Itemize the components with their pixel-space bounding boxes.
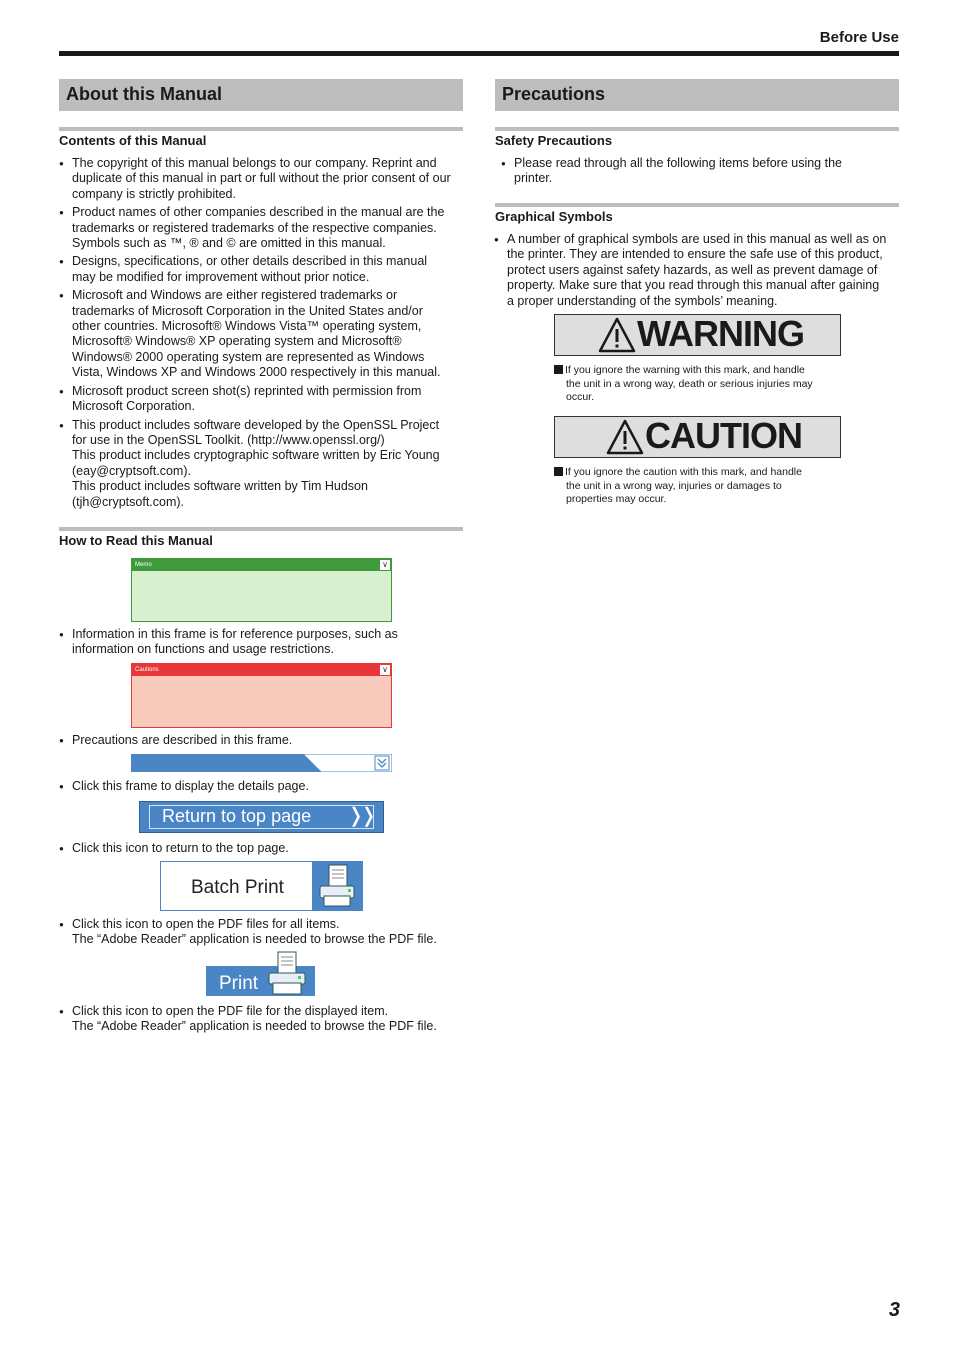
printer-icon (312, 862, 362, 910)
memo-frame-sample (131, 558, 392, 622)
list-item: ● Product names of other companies described in the manual are the trademarks or registered trademarks of the respective companies. Symbols such as ™, ® and © are omitted in this manual. (59, 205, 469, 251)
cautions-frame-header (132, 664, 391, 676)
details-frame-sample[interactable] (131, 754, 392, 772)
list-item: ● Please read through all the following items before using the printer. (501, 156, 901, 187)
header-rule (59, 51, 899, 56)
section-title: Precautions (502, 84, 606, 104)
cautions-desc-list (59, 733, 469, 751)
subsection-title: Graphical Symbols (495, 209, 613, 224)
subsection-rule (59, 127, 463, 131)
safety-bullet-list (501, 156, 901, 190)
page-number: 3 (888, 1299, 900, 1321)
list-item: ● Click this icon to return to the top page. (59, 841, 469, 856)
list-item: ● Designs, specifications, or other details described in this manual may be modified for improvement without prior notice. (59, 254, 469, 285)
list-item: ● Information in this frame is for reference purposes, such as information on functions and usage restrictions. (59, 627, 469, 658)
subsection-rule (59, 527, 463, 531)
print-desc-list (59, 1004, 479, 1038)
subsection-title: How to Read this Manual (59, 533, 213, 548)
list-item: ● Click this icon to open the PDF file for the displayed item. The “Adobe Reader” application is needed to browse the PDF file. (59, 1004, 479, 1035)
list-item: ● Microsoft and Windows are either registered trademarks or trademarks of Microsoft Corporation in the United States and/or other countries. Microsoft® Windows Vista™ operating system, Microsoft® Windows® XP operating system and Microsoft® Windows® 2000 operating system are represented as Windows Vista, Windows XP and Windows 2000 respectively in this manual. (59, 288, 469, 380)
double-chevron-right-icon: ❭❭ (347, 805, 373, 827)
return-desc-list (59, 841, 469, 859)
square-bullet-icon (554, 365, 563, 374)
cautions-frame-label: Cautions (135, 667, 159, 673)
section-header-label: Before Use (819, 29, 899, 46)
section-title: About this Manual (66, 84, 222, 104)
list-item: ● The copyright of this manual belongs to our company. Reprint and duplicate of this manual in part or full without the prior consent of our company is strictly prohibited. (59, 156, 469, 202)
graphical-bullet-list (494, 232, 906, 312)
warning-triangle-icon (597, 316, 637, 354)
square-bullet-icon (554, 467, 563, 476)
caution-sign (554, 416, 841, 458)
details-frame-bar (131, 754, 392, 772)
subsection-title: Safety Precautions (495, 133, 613, 148)
section-title-bar (495, 79, 899, 111)
subsection-rule (495, 203, 899, 207)
subsection-rule (495, 127, 899, 131)
memo-frame-header (132, 559, 391, 571)
details-desc-list (59, 779, 469, 797)
cautions-frame-sample (131, 663, 392, 728)
warning-note: If you ignore the warning with this mark, and handle the unit in a wrong way, death or serious injuries may occur. (554, 364, 844, 405)
warning-triangle-icon (605, 418, 645, 456)
return-to-top-button[interactable] (139, 801, 384, 833)
return-to-top-label: Return to top page (162, 806, 312, 826)
warning-sign (554, 314, 841, 356)
list-item: ● Precautions are described in this frame. (59, 733, 469, 748)
list-item: ● Click this frame to display the details page. (59, 779, 469, 794)
caution-note: If you ignore the caution with this mark, and handle the unit in a wrong way, injuries or damages to properties may occur. (554, 466, 844, 507)
contents-bullet-list (59, 156, 469, 513)
memo-desc-list (59, 627, 469, 661)
list-item: ● This product includes software developed by the OpenSSL Project for use in the OpenSSL Toolkit. (http://www.openssl.org/) This product includes cryptographic software written by Eric Young (eay@cryptsoft.com). This product includes software written by Tim Hudson (tjh@cryptsoft.com). (59, 418, 469, 510)
list-item: ● Microsoft product screen shot(s) reprinted with permission from Microsoft Corporation. (59, 384, 469, 415)
caution-word: CAUTION (645, 415, 802, 456)
list-item: ● Click this icon to open the PDF files for all items. The “Adobe Reader” application is needed to browse the PDF file. (59, 917, 479, 948)
print-label: Print (219, 973, 259, 994)
batch-desc-list (59, 917, 479, 951)
memo-frame-label: Memo (135, 562, 152, 568)
chevron-down-icon: ∨ (380, 560, 390, 570)
section-title-bar (59, 79, 463, 111)
list-item: ● A number of graphical symbols are used in this manual as well as on the printer. They are intended to ensure the safe use of this product, protect users against safety hazards, as well as prevent damage of property. Make sure that you read through this manual after gaining a proper understanding of the symbols’ meaning. (494, 232, 906, 309)
chevron-down-icon: ∨ (380, 665, 390, 675)
batch-print-button[interactable] (160, 861, 363, 911)
printer-icon (264, 950, 310, 996)
warning-word: WARNING (637, 313, 804, 354)
batch-print-label: Batch Print (191, 877, 284, 898)
subsection-title: Contents of this Manual (59, 133, 207, 148)
